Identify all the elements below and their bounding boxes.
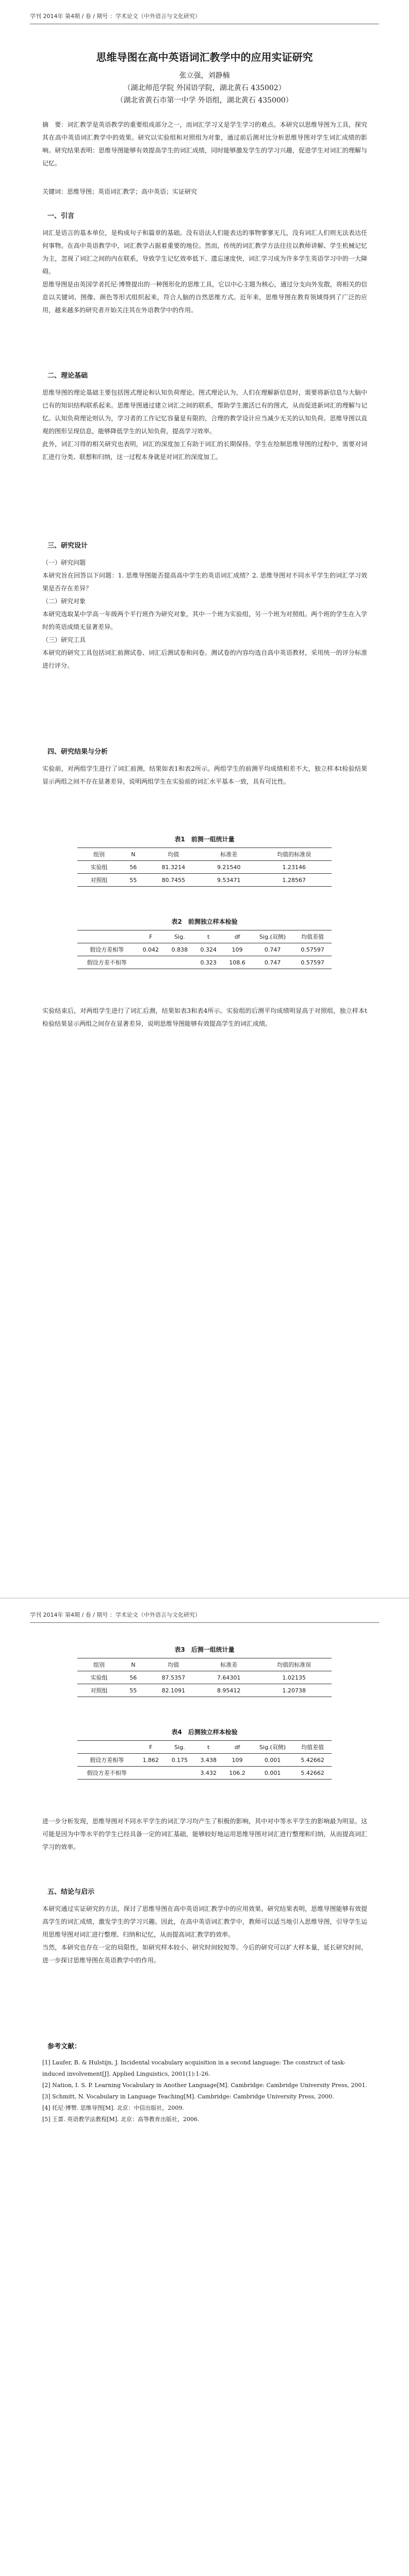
table-cell: 0.001 — [252, 1754, 293, 1767]
table-row — [77, 1754, 332, 1767]
table-row — [77, 943, 332, 956]
table-cell: 55 — [121, 1684, 146, 1697]
table-2 — [77, 930, 332, 969]
table-header-row — [77, 848, 332, 861]
table-cell: 3.432 — [194, 1767, 223, 1780]
table-cell: 假设方差不相等 — [77, 956, 136, 969]
table-header: df — [223, 930, 252, 943]
paper-title: 思维导图在高中英语词汇教学中的应用实证研究 — [96, 51, 313, 63]
abstract: 摘 要：词汇教学是英语教学的重要组成部分之一，而词汇学习又是学生学习的难点。本研究以思维导图为工具，探究其在高中英语词汇教学中的效果。研究以实验组和对照组为对象，通过前后测对比分析思维导图对学生词汇成绩的影响。研究结果表明：思维导图能够有效提高学生的词汇成绩，同时能够激发学生的学习兴趣，促进学生对词汇的理解与记忆。 — [42, 121, 367, 167]
table-cell: 56 — [121, 861, 146, 874]
table-header: 均值 — [146, 848, 201, 861]
table-cell: 1.02135 — [256, 1671, 332, 1684]
table-header-row — [77, 1658, 332, 1671]
table-cell: 0.57597 — [293, 956, 332, 969]
page-2 — [0, 1599, 409, 2576]
table-header: Sig. — [165, 1741, 194, 1754]
section-body: 思维导图的理论基础主要包括图式理论和认知负荷理论。图式理论认为，人们在理解新信息时，需要将新信息与大脑中已有的知识结构联系起来。思维导图通过建立词汇之间的联系，帮助学生激活已有的图式，从而促进新词汇的理解与记忆。认知负荷理论则认为，学习者的工作记忆容量是有限的，合理的教学设计应当减少无关的认知负荷。思维导图以直观的图形呈现信息，能够降低学生的认知负荷，提高学习效率。 此外，词汇习得的相关研究也表明，词汇的深度加工有助于词汇的长期保持。学生在绘制思维导图的过程中，需要对词汇进行分类、联想和归纳，这一过程本身就是对词汇的深度加工。 — [42, 389, 367, 461]
table-3-title: 表3 后测一组统计量 — [174, 1646, 235, 1653]
table-cell: 实验组 — [77, 1671, 121, 1684]
section-heading: 三、研究设计 — [47, 542, 88, 550]
table-cell: 81.3214 — [146, 861, 201, 874]
table-cell: 87.5357 — [146, 1671, 201, 1684]
table-cell: 56 — [121, 1671, 146, 1684]
table-header: df — [223, 1741, 252, 1754]
table-cell: 对照组 — [77, 1684, 121, 1697]
table-cell: 80.7455 — [146, 874, 201, 887]
table-cell: 0.001 — [252, 1767, 293, 1780]
table-header — [77, 1741, 136, 1754]
table-header: 组别 — [77, 848, 121, 861]
keywords: 关键词：思维导图；英语词汇教学；高中英语；实证研究 — [42, 188, 198, 195]
table-header: t — [194, 930, 223, 943]
affiliation-2: （湖北省黄石市第一中学 外语组，湖北黄石 435000） — [116, 96, 293, 105]
table-cell: 7.64301 — [201, 1671, 256, 1684]
table-cell: 0.175 — [165, 1754, 194, 1767]
table-cell: 对照组 — [77, 874, 121, 887]
table-cell: 55 — [121, 874, 146, 887]
section-heading: 四、研究结果与分析 — [47, 748, 108, 756]
analysis-paragraph: 进一步分析发现，思维导图对不同水平学生的词汇学习均产生了积极的影响，其中对中等水平学生的影响最为明显。这可能是因为中等水平的学生已经具备一定的词汇基础，能够较好地运用思维导图对词汇进行整理和归纳，从而提高词汇学习的效率。 — [42, 1818, 367, 1851]
table-row — [77, 1684, 332, 1697]
table-row — [77, 1767, 332, 1780]
table-4-title: 表4 后测独立样本检验 — [171, 1728, 238, 1736]
table-header: 均值差值 — [293, 1741, 332, 1754]
table-row — [77, 874, 332, 887]
section-body: 词汇是语言的基本单位，是构成句子和篇章的基础。没有语法人们能表达的事物寥寥无几，没有词汇人们则无法表达任何事物。在高中英语教学中，词汇教学占据着重要的地位。然而，传统的词汇教学方法往往以教师讲解、学生机械记忆为主，忽视了词汇之间的内在联系，导致学生记忆效率低下、遗忘速度快，词汇学习成为许多学生英语学习中的一大障碍。 思维导图是由英国学者托尼·博赞提出的一种图形化的思维工具，它以中心主题为核心，通过分支向外发散，将相关的信息以关键词、图像、颜色等形式组织起来，符合人脑的自然思维方式。近年来，思维导图在教育领域得到了广泛的应用，越来越多的研究者开始关注其在外语教学中的作用。 — [42, 229, 367, 314]
table-header: Sig.(双侧) — [252, 930, 293, 943]
table-header: 组别 — [77, 1658, 121, 1671]
table-cell: 实验组 — [77, 861, 121, 874]
table-cell: 1.20738 — [256, 1684, 332, 1697]
table-cell: 109 — [223, 943, 252, 956]
table-header: N — [121, 1658, 146, 1671]
table-header — [77, 930, 136, 943]
table-header: 均值的标准误 — [256, 1658, 332, 1671]
table-cell: 3.438 — [194, 1754, 223, 1767]
table-cell: 9.21540 — [201, 861, 256, 874]
table-cell: 假设方差不相等 — [77, 1767, 136, 1780]
table-2-title: 表2 前测独立样本检验 — [171, 918, 238, 925]
table-header: 均值 — [146, 1658, 201, 1671]
table-cell — [136, 1767, 165, 1780]
table-3 — [77, 1658, 332, 1697]
table-cell: 1.23146 — [256, 861, 332, 874]
table-header: F — [136, 1741, 165, 1754]
table-cell: 0.323 — [194, 956, 223, 969]
conclusion-body: 本研究通过实证研究的方法，探讨了思维导图在高中英语词汇教学中的应用效果。研究结果表明，思维导图能够有效提高学生的词汇成绩，激发学生的学习兴趣。因此，在高中英语词汇教学中，教师可以适当地引入思维导图，引导学生运用思维导图对词汇进行整理、归纳和记忆，从而提高词汇教学的效率。 当然，本研究也存在一定的局限性，如研究样本较小、研究时间较短等。今后的研究可以扩大样本量，延长研究时间，进一步探讨思维导图在英语教学中的作用。 — [42, 1905, 367, 1964]
table-row — [77, 1671, 332, 1684]
table-header: 标准差 — [201, 848, 256, 861]
running-header: 学刊 2014年 第4期 / 卷 / 期号 ：学术论文（中外语言与文化研究） — [30, 1608, 379, 1623]
table-cell: 108.6 — [223, 956, 252, 969]
table-header: Sig. — [165, 930, 194, 943]
authors-block — [0, 70, 409, 107]
table-cell: 0.324 — [194, 943, 223, 956]
table-header: 均值差值 — [293, 930, 332, 943]
table-cell — [136, 956, 165, 969]
table-header: 标准差 — [201, 1658, 256, 1671]
section-heading: 二、理论基础 — [47, 372, 88, 380]
table-row — [77, 956, 332, 969]
table-header-row — [77, 930, 332, 943]
table-cell: 82.1091 — [146, 1684, 201, 1697]
section-body: 实验前，对两组学生进行了词汇前测，结果如表1和表2所示。两组学生的前测平均成绩相差不大，独立样本t检验结果显示两组之间不存在显著差异，说明两组学生在实验前的词汇水平基本一致，具有可比性。 — [42, 765, 367, 785]
table-header: 均值的标准误 — [256, 848, 332, 861]
results-paragraph: 实验结束后，对两组学生进行了词汇后测，结果如表3和表4所示。实验组的后测平均成绩明显高于对照组，独立样本t检验结果显示两组之间存在显著差异，说明思维导图能够有效提高学生的词汇成绩。 — [42, 1007, 367, 1027]
table-cell: 1.28567 — [256, 874, 332, 887]
table-cell: 0.57597 — [293, 943, 332, 956]
table-cell: 1.862 — [136, 1754, 165, 1767]
table-cell: 0.747 — [252, 956, 293, 969]
references-heading: 参考文献： — [47, 2043, 81, 2050]
table-row — [77, 861, 332, 874]
table-header: F — [136, 930, 165, 943]
table-1 — [77, 848, 332, 887]
references-list: [1] Laufer, B. & Hulstijn, J. Incidental vocabulary acquisition in a second language: The construct of task-induced involvement[J]. Applied Linguistics, 2001(1):1-26. [2] Nation, I. S. P. Learning Vocabulary in Another Language[M]. Cambridge: Cambridge University Press, 2001. [3] Schmitt, N. Vocabulary in Language Teaching[M]. Cambridge: Cambridge University Press, 2000. [4] 托尼·博赞. 思维导图[M]. 北京：中信出版社，2009. [5] 王蔷. 英语教学法教程[M]. 北京：高等教育出版社，2006. — [42, 2059, 367, 2123]
running-header: 学刊 2014年 第4期 / 卷 / 期号 ：学术论文（中外语言与文化研究） — [30, 9, 379, 24]
author-names: 张立强，刘静楠 — [179, 72, 230, 80]
table-1-title: 表1 前测一组统计量 — [174, 836, 235, 843]
table-cell — [165, 956, 194, 969]
table-cell: 0.042 — [136, 943, 165, 956]
table-cell: 109 — [223, 1754, 252, 1767]
table-cell: 5.42662 — [293, 1767, 332, 1780]
table-4 — [77, 1740, 332, 1780]
table-cell: 9.53471 — [201, 874, 256, 887]
table-cell: 106.2 — [223, 1767, 252, 1780]
table-cell: 假设方差相等 — [77, 943, 136, 956]
section-body: （一）研究问题 本研究旨在回答以下问题：1. 思维导图能否提高高中学生的英语词汇成绩？2. 思维导图对不同水平学生的词汇学习效果是否存在差异？ （二）研究对象 本研究选取某中学高一年级两个平行班作为研究对象，其中一个班为实验组，另一个班为对照组。两个班的学生在入学时的英语成绩无显著差异。 （三）研究工具 本研究的研究工具包括词汇前测试卷、词汇后测试卷和问卷。测试卷的内容均选自高中英语教材，采用统一的评分标准进行评分。 — [42, 559, 367, 669]
affiliation-1: （湖北师范学院 外国语学院，湖北黄石 435002） — [123, 84, 286, 92]
table-cell: 假设方差相等 — [77, 1754, 136, 1767]
table-header: t — [194, 1741, 223, 1754]
section-heading: 五、结论与启示 — [47, 1888, 95, 1896]
table-header-row — [77, 1741, 332, 1754]
table-header: N — [121, 848, 146, 861]
table-header: Sig.(双侧) — [252, 1741, 293, 1754]
table-cell: 5.42662 — [293, 1754, 332, 1767]
table-cell: 0.838 — [165, 943, 194, 956]
section-heading: 一、引言 — [47, 212, 75, 220]
table-cell: 0.747 — [252, 943, 293, 956]
table-cell: 8.95412 — [201, 1684, 256, 1697]
table-cell — [165, 1767, 194, 1780]
